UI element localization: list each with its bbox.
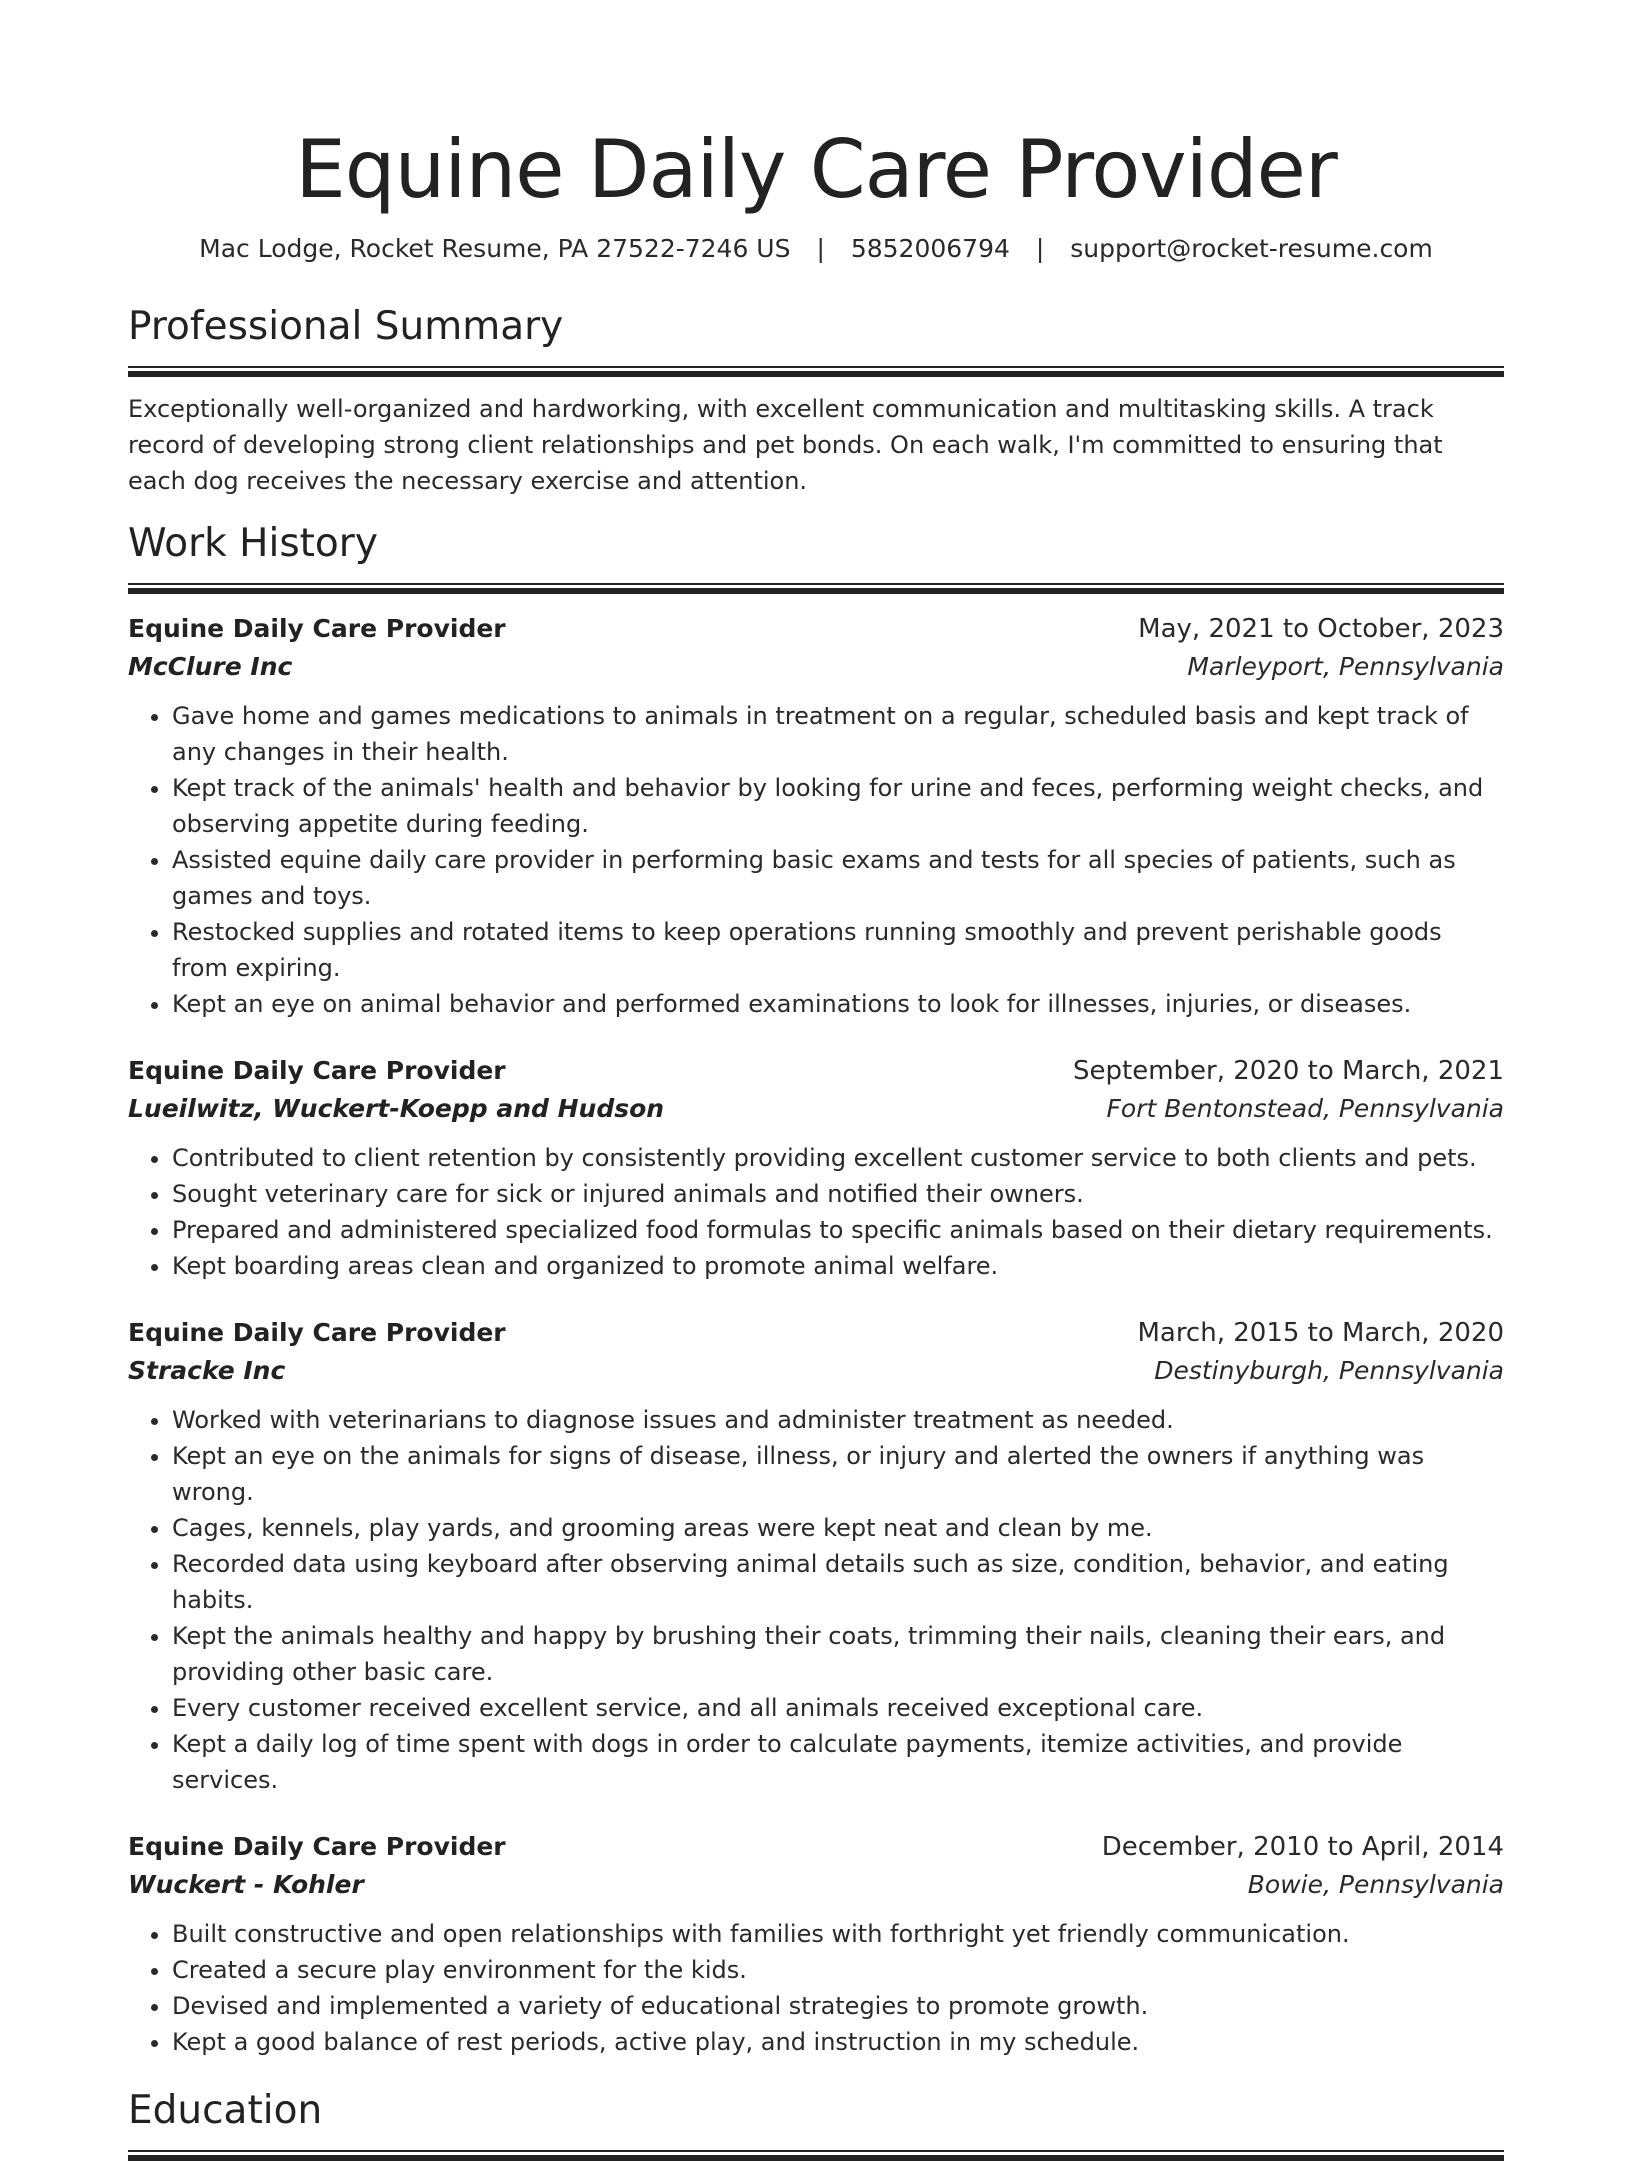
summary-section xyxy=(128,302,1504,499)
job-title: Equine Daily Care Provider xyxy=(128,1832,506,1861)
job-bullet: • Kept an eye on animal behavior and performed examinations to look for illnesses, injuries, or diseases. xyxy=(172,986,1504,1022)
job-bullet: • Kept an eye on the animals for signs of disease, illness, or injury and alerted the owners if anything was wrong. xyxy=(172,1438,1504,1510)
job-title: Equine Daily Care Provider xyxy=(128,614,506,643)
job-header-row xyxy=(128,1828,1504,1866)
job-header-row xyxy=(128,610,1504,648)
job-bullet: • Devised and implemented a variety of educational strategies to promote growth. xyxy=(172,1988,1504,2024)
job-bullet-list xyxy=(128,1916,1504,2060)
job-header-row xyxy=(128,1314,1504,1352)
job-dates: September, 2020 to March, 2021 xyxy=(1073,1056,1504,1086)
job-entry xyxy=(128,610,1504,1022)
job-entry xyxy=(128,1052,1504,1284)
section-heading-work-history: Work History xyxy=(128,521,378,566)
job-company-row xyxy=(128,1352,1504,1390)
job-bullet: • Every customer received excellent service, and all animals received exceptional care. xyxy=(172,1690,1504,1726)
job-bullet: • Kept the animals healthy and happy by brushing their coats, trimming their nails, cleaning their ears, and providing other basic care. xyxy=(172,1618,1504,1690)
job-location: Fort Bentonstead, Pennsylvania xyxy=(1106,1094,1504,1123)
contact-phone: 5852006794 xyxy=(850,234,1010,263)
job-company-row xyxy=(128,1866,1504,1904)
job-bullet: • Kept track of the animals' health and behavior by looking for urine and feces, performing weight checks, and observing appetite during feeding. xyxy=(172,770,1504,842)
section-divider xyxy=(128,366,1504,377)
job-list xyxy=(128,610,1504,2060)
job-title: Equine Daily Care Provider xyxy=(128,1056,506,1085)
job-bullet: • Sought veterinary care for sick or injured animals and notified their owners. xyxy=(172,1176,1504,1212)
job-bullet: • Kept boarding areas clean and organized to promote animal welfare. xyxy=(172,1248,1504,1284)
job-location: Destinyburgh, Pennsylvania xyxy=(1154,1356,1504,1385)
section-heading-summary: Professional Summary xyxy=(128,304,564,349)
contact-separator: | xyxy=(816,234,825,263)
job-title: Equine Daily Care Provider xyxy=(128,1318,506,1347)
job-bullet: • Built constructive and open relationships with families with forthright yet friendly communication. xyxy=(172,1916,1504,1952)
job-bullet-list xyxy=(128,1140,1504,1284)
summary-text: Exceptionally well-organized and hardworking, with excellent communication and multitasking skills. A track record of developing strong client relationships and pet bonds. On each walk, I'm committed to ensuring that each dog receives the necessary exercise and attention. xyxy=(128,395,1443,495)
job-bullet: • Assisted equine daily care provider in performing basic exams and tests for all species of patients, such as games and toys. xyxy=(172,842,1504,914)
job-bullet: • Contributed to client retention by consistently providing excellent customer service to both clients and pets. xyxy=(172,1140,1504,1176)
job-company-row xyxy=(128,648,1504,686)
job-bullet: • Prepared and administered specialized food formulas to specific animals based on their dietary requirements. xyxy=(172,1212,1504,1248)
job-bullet: • Cages, kennels, play yards, and grooming areas were kept neat and clean by me. xyxy=(172,1510,1504,1546)
work-history-section xyxy=(128,519,1504,2060)
job-bullet: • Gave home and games medications to animals in treatment on a regular, scheduled basis and kept track of any changes in their health. xyxy=(172,698,1504,770)
job-company: Stracke Inc xyxy=(128,1356,286,1385)
job-dates: March, 2015 to March, 2020 xyxy=(1137,1318,1504,1348)
job-company: Lueilwitz, Wuckert-Koepp and Hudson xyxy=(128,1094,665,1123)
contact-line xyxy=(128,232,1504,266)
job-dates: December, 2010 to April, 2014 xyxy=(1101,1832,1504,1862)
job-bullet-list xyxy=(128,1402,1504,1798)
job-company-row xyxy=(128,1090,1504,1128)
contact-email: support@rocket-resume.com xyxy=(1070,234,1433,263)
resume-title: Equine Daily Care Provider xyxy=(295,123,1337,216)
job-company: McClure Inc xyxy=(128,652,293,681)
section-divider xyxy=(128,2150,1504,2161)
contact-address: Mac Lodge, Rocket Resume, PA 27522-7246 US xyxy=(199,234,791,263)
job-bullet: • Kept a daily log of time spent with dogs in order to calculate payments, itemize activities, and provide services. xyxy=(172,1726,1504,1798)
job-bullet: • Recorded data using keyboard after observing animal details such as size, condition, behavior, and eating habits. xyxy=(172,1546,1504,1618)
job-bullet-list xyxy=(128,698,1504,1022)
job-entry xyxy=(128,1828,1504,2060)
job-location: Bowie, Pennsylvania xyxy=(1247,1870,1504,1899)
job-bullet: • Worked with veterinarians to diagnose issues and administer treatment as needed. xyxy=(172,1402,1504,1438)
section-heading-education: Education xyxy=(128,2088,323,2133)
job-bullet: • Kept a good balance of rest periods, active play, and instruction in my schedule. xyxy=(172,2024,1504,2060)
education-section xyxy=(128,2086,1504,2161)
job-company: Wuckert - Kohler xyxy=(128,1870,364,1899)
job-dates: May, 2021 to October, 2023 xyxy=(1138,614,1504,644)
job-header-row xyxy=(128,1052,1504,1090)
section-divider xyxy=(128,583,1504,594)
job-bullet: • Restocked supplies and rotated items to keep operations running smoothly and prevent perishable goods from expiring. xyxy=(172,914,1504,986)
job-entry xyxy=(128,1314,1504,1798)
contact-separator: | xyxy=(1035,234,1045,263)
job-location: Marleyport, Pennsylvania xyxy=(1187,652,1504,681)
job-bullet: • Created a secure play environment for the kids. xyxy=(172,1952,1504,1988)
